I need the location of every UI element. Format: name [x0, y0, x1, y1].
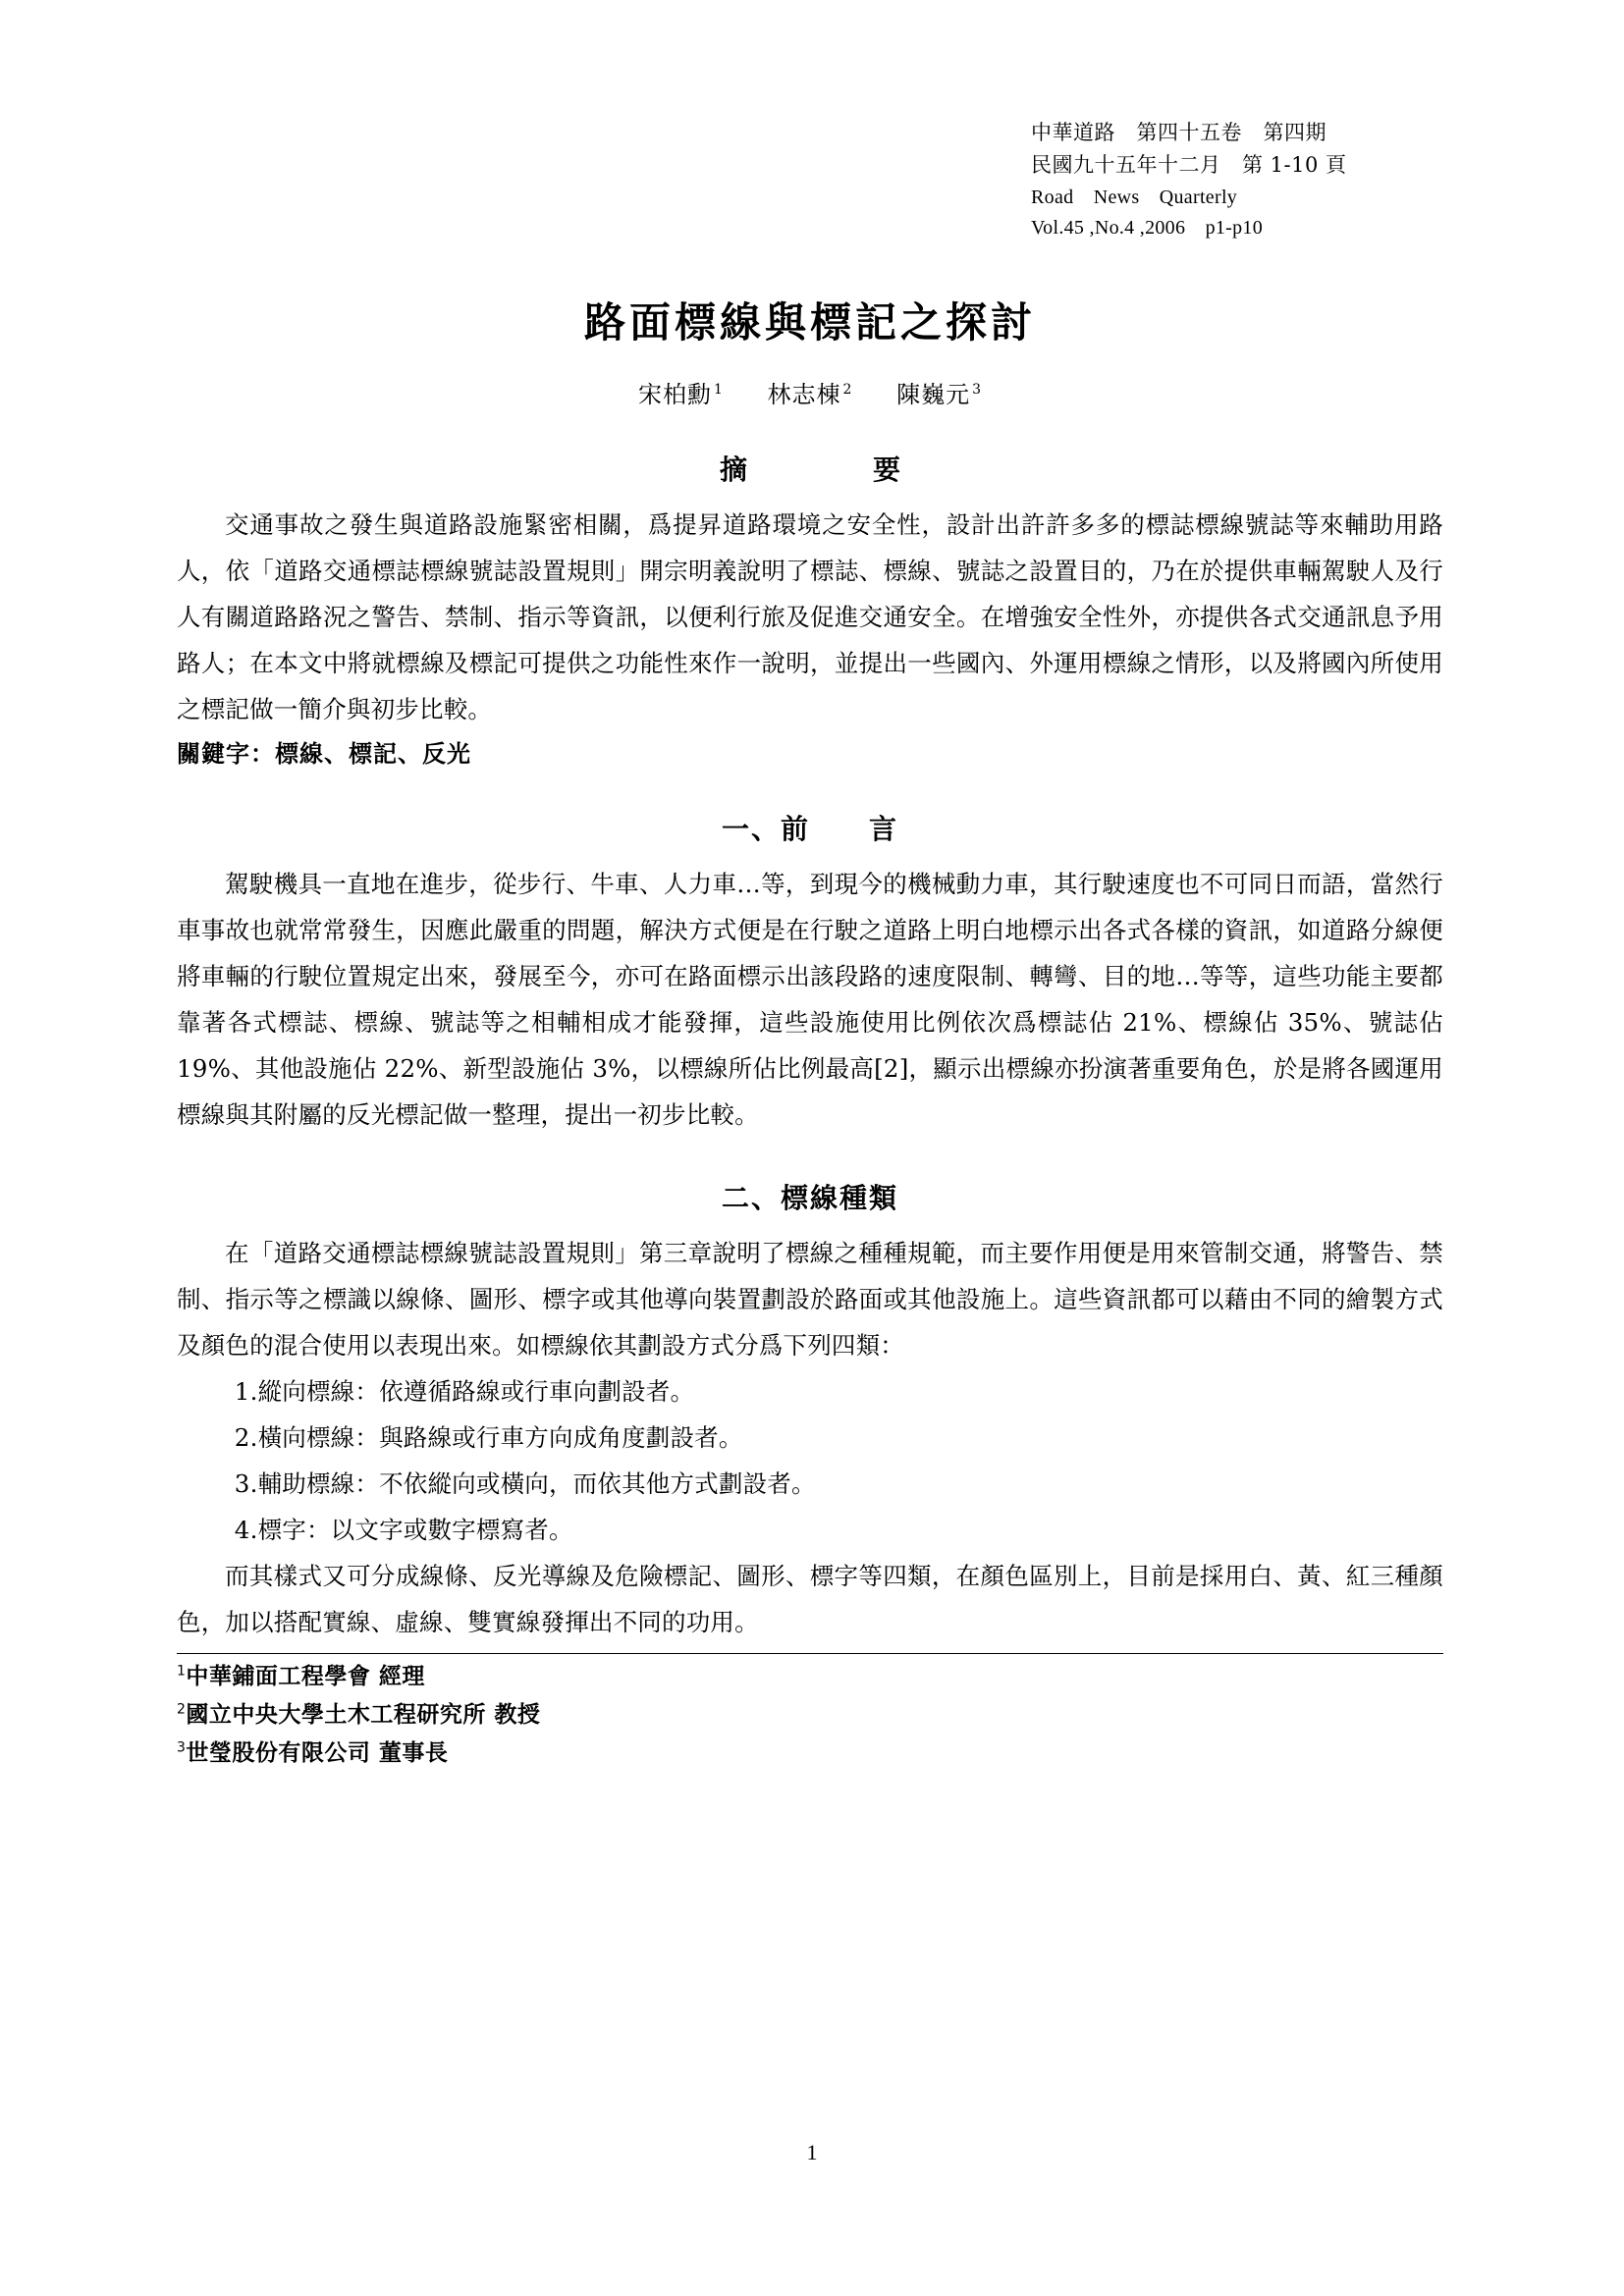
- abstract-body: 交通事故之發生與道路設施緊密相關，爲提昇道路環境之安全性，設計出許許多多的標誌標線號誌等來輔助用路人，依「道路交通標誌標線號誌設置規則」開宗明義說明了標誌、標線、號誌之設置目的，乃在於提供車輛駕駛人及行人有關道路路況之警告、禁制、指示等資訊，以便利行旅及促進交通安全。在增強安全性外，亦提供各式交通訊息予用路人；在本文中將就標線及標記可提供之功能性來作一說明，並提出一些國內、外運用標線之情形，以及將國內所使用之標記做一簡介與初步比較。: [177, 509, 1443, 723]
- keywords: 關鍵字：標線、標記、反光: [177, 738, 471, 768]
- journal-header-line-2: 民國九十五年十二月 第 1-10 頁: [1031, 152, 1347, 177]
- section-heading-introduction: 一、前 言: [721, 812, 898, 845]
- page-title: 路面標線與標記之探討: [583, 297, 1036, 347]
- author-affiliation-marker: 2: [842, 381, 853, 398]
- list-item: 3.輔助標線：不依縱向或橫向，而依其他方式劃設者。: [234, 1469, 816, 1499]
- footnotes: [177, 1660, 1443, 1771]
- footnote-marker: 3: [177, 1738, 187, 1755]
- author-entry: [638, 381, 724, 408]
- abstract-heading: 摘 要: [719, 453, 924, 486]
- footnote-item: [177, 1698, 1443, 1734]
- section-heading-marking-types: 二、標線種類: [721, 1181, 898, 1214]
- author-entry: [768, 381, 853, 408]
- author-list: [177, 375, 1443, 409]
- footnote-item: [177, 1736, 1443, 1772]
- author-name: 宋柏勳: [637, 380, 712, 408]
- author-entry: [896, 381, 982, 408]
- marking-types-body: 在「道路交通標誌標線號誌設置規則」第三章說明了標線之種種規範，而主要作用便是用來管制交通，將警告、禁制、指示等之標識以線條、圖形、標字或其他導向裝置劃設於路面或其他設施上。這些資訊都可以藉由不同的繪製方式及顏色的混合使用以表現出來。如標線依其劃設方式分爲下列四類：: [177, 1238, 1443, 1360]
- footnote-text: 國立中央大學土木工程研究所 教授: [186, 1701, 541, 1728]
- author-affiliation-marker: 1: [713, 381, 724, 398]
- page-number: 1: [806, 2140, 818, 2164]
- list-item: 1.縱向標線：依遵循路線或行車向劃設者。: [234, 1377, 695, 1407]
- footnote-text: 世瑩股份有限公司 董事長: [186, 1739, 449, 1766]
- journal-header-line-3: Road News Quarterly: [1031, 186, 1238, 208]
- list-item: 4.標字：以文字或數字標寫者。: [234, 1516, 573, 1545]
- author-name: 陳巍元: [896, 380, 971, 408]
- journal-header-line-1: 中華道路 第四十五卷 第四期: [1031, 121, 1326, 144]
- introduction-body: 駕駛機具一直地在進步，從步行、牛車、人力車…等，到現今的機械動力車，其行駛速度也不可同日而語，當然行車事故也就常常發生，因應此嚴重的問題，解決方式便是在行駛之道路上明白地標示出各式各樣的資訊，如道路分線便將車輛的行駛位置規定出來，發展至今，亦可在路面標示出該段路的速度限制、轉彎、目的地…等等，這些功能主要都靠著各式標誌、標線、號誌等之相輔相成才能發揮，這些設施使用比例依次爲標誌佔 21%、標線佔 35%、號誌佔 19%、其他設施佔 22%、新型設施佔 3%，以標線所佔比例最高[2]，顯示出標線亦扮演著重要角色，於是將各國運用標線與其附屬的反光標記做一整理，提出一初步比較。: [177, 869, 1443, 1129]
- footnote-item: [177, 1660, 1443, 1695]
- author-name: 林志棟: [767, 380, 841, 408]
- marking-types-closing: 而其樣式又可分成線條、反光導線及危險標記、圖形、標字等四類，在顏色區別上，目前是採用白、黃、紅三種顏色，加以搭配實線、虛線、雙實線發揮出不同的功用。: [177, 1562, 1443, 1637]
- footnote-divider: [177, 1653, 1443, 1654]
- journal-header-line-4: Vol.45 ,No.4 ,2006 p1-p10: [1031, 217, 1264, 240]
- page-content: [177, 118, 1443, 1774]
- list-item: 2.橫向標線：與路線或行車方向成角度劃設者。: [234, 1423, 743, 1453]
- footnote-marker: 2: [177, 1701, 187, 1718]
- footnote-text: 中華鋪面工程學會 經理: [186, 1664, 425, 1690]
- journal-header: [1031, 118, 1443, 243]
- footnote-marker: 1: [177, 1663, 187, 1680]
- author-affiliation-marker: 3: [972, 381, 983, 398]
